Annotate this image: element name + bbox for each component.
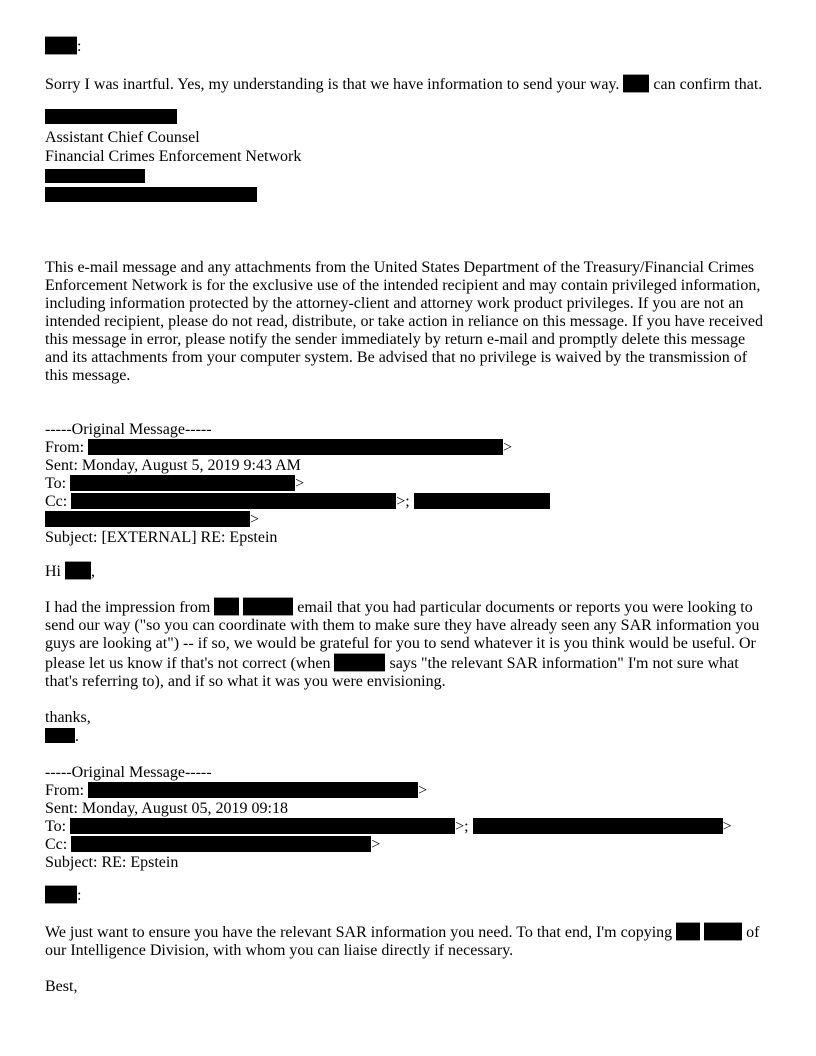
sent-value: Monday, August 5, 2019 9:43 AM <box>81 457 301 474</box>
redaction-recipient-name <box>45 36 77 55</box>
message2-subject-line <box>45 854 771 872</box>
reply-body-text-2: can confirm that. <box>653 76 763 93</box>
to-label: To: <box>45 475 67 492</box>
redaction-to-address-1 <box>70 818 455 834</box>
signature-block <box>45 109 771 202</box>
redaction-cc-address-continuation <box>45 511 250 527</box>
message2-sent-line <box>45 800 771 818</box>
sent-label: Sent: <box>45 800 78 817</box>
from-suffix: > <box>503 439 513 456</box>
message2-body-text-2: of our Intelligence Division, with whom you can liaise directly if necessary. <box>45 924 760 959</box>
redaction-from-address <box>88 782 418 798</box>
redaction-signature-phone <box>45 169 145 183</box>
message1-greeting-punctuation: , <box>91 563 95 580</box>
reply-body-text-1: Sorry I was inartful. Yes, my understanding is that we have information to send your way. <box>45 76 620 93</box>
reply-body <box>45 74 771 94</box>
redaction-from-address <box>88 439 503 455</box>
cc-continuation-suffix: > <box>250 511 260 528</box>
signature-org: Financial Crimes Enforcement Network <box>45 148 302 165</box>
from-label: From: <box>45 782 85 799</box>
message2-greeting-line <box>45 885 771 906</box>
disclaimer-paragraph: This e-mail message and any attachments from the United States Department of the Treasury/Financial Crimes Enforcement Network is for the exclusive use of the intended recipient and may contain privileged information, including information protected by the attorney-client and attorney work product privileges. If you are not an intended recipient, please do not read, distribute, or take action in reliance on this message. If you have received this message in error, please notify the sender immediately by return e-mail and promptly delete this message and its attachments from your computer system. Be advised that no privilege is waived by the transmission of this message. <box>45 259 763 384</box>
message1-greeting-prefix: Hi <box>45 563 61 580</box>
redaction-cc-address-1 <box>71 493 396 509</box>
message1-subject-line <box>45 529 771 547</box>
message2-from-line <box>45 782 771 800</box>
message1-to-line <box>45 475 771 493</box>
subject-label: Subject: <box>45 854 98 871</box>
message2-divider: -----Original Message----- <box>45 764 212 781</box>
redaction-person-name <box>623 74 649 93</box>
subject-label: Subject: <box>45 529 98 546</box>
message1-body <box>45 597 771 691</box>
from-label: From: <box>45 439 85 456</box>
message1-body-text-2: email that you had particular documents or reports you were looking to send our way ("so you can coordinate with them to make sure they have already seen any SAR information you guys are looking at") -- if so, we would be grateful for you to send whatever it is you think would be useful. Or please let us know if that's not correct (when <box>45 599 760 672</box>
message1-cc-line <box>45 493 771 511</box>
message2-header <box>45 764 771 872</box>
message1-cc-continuation-line <box>45 511 771 529</box>
message1-divider: -----Original Message----- <box>45 421 212 438</box>
message2-body-text-1: We just want to ensure you have the relevant SAR information you need. To that end, I'm copying <box>45 924 673 941</box>
to-suffix: > <box>295 475 305 492</box>
redaction-signature-name <box>45 109 177 124</box>
redaction-first-name <box>214 597 239 616</box>
message2-body <box>45 922 771 960</box>
message1-body-text-3: says "the relevant SAR information" I'm not sure what that's referring to), and if so what it was you were envisioning. <box>45 655 739 690</box>
redaction-greeting-name <box>65 561 91 580</box>
redaction-copied-last-name <box>704 922 742 941</box>
redaction-copied-first-name <box>676 922 700 941</box>
message1-closing-punctuation: . <box>75 728 79 745</box>
message2-cc-line <box>45 836 771 854</box>
from-suffix: > <box>418 782 428 799</box>
message1-body-text-1: I had the impression from <box>45 599 211 616</box>
signature-title: Assistant Chief Counsel <box>45 129 200 146</box>
message2-closing-line: Best, <box>45 978 78 995</box>
redaction-signature-email <box>45 187 257 202</box>
cc-label: Cc: <box>45 836 68 853</box>
cc-label: Cc: <box>45 493 68 510</box>
to-suffix: > <box>722 818 732 835</box>
message1-from-line <box>45 439 771 457</box>
reply-greeting-line <box>45 36 771 57</box>
subject-value: [EXTERNAL] RE: Epstein <box>101 529 278 546</box>
redaction-referenced-name <box>334 653 385 672</box>
sent-label: Sent: <box>45 457 78 474</box>
sent-value: Monday, August 05, 2019 09:18 <box>81 800 288 817</box>
to-separator: >; <box>455 818 469 835</box>
redaction-cc-address <box>71 836 371 852</box>
message2-to-line <box>45 818 771 836</box>
message1-closing-line: thanks, <box>45 709 91 726</box>
cc-suffix: > <box>371 836 381 853</box>
redaction-cc-address-2 <box>414 493 550 509</box>
subject-value: RE: Epstein <box>101 854 179 871</box>
redaction-closing-name <box>45 728 75 743</box>
redaction-recipient-name <box>45 885 77 904</box>
cc-separator: >; <box>396 493 410 510</box>
redaction-last-name <box>243 597 293 616</box>
redaction-to-address-2 <box>473 818 723 834</box>
message1-closing-signature-line <box>45 727 771 746</box>
to-label: To: <box>45 818 67 835</box>
message1-greeting-line <box>45 561 771 582</box>
reply-greeting-punctuation: : <box>77 38 82 55</box>
redaction-to-address <box>70 475 295 491</box>
message1-sent-line <box>45 457 771 475</box>
message2-greeting-punctuation: : <box>77 887 82 904</box>
message1-header <box>45 421 771 547</box>
